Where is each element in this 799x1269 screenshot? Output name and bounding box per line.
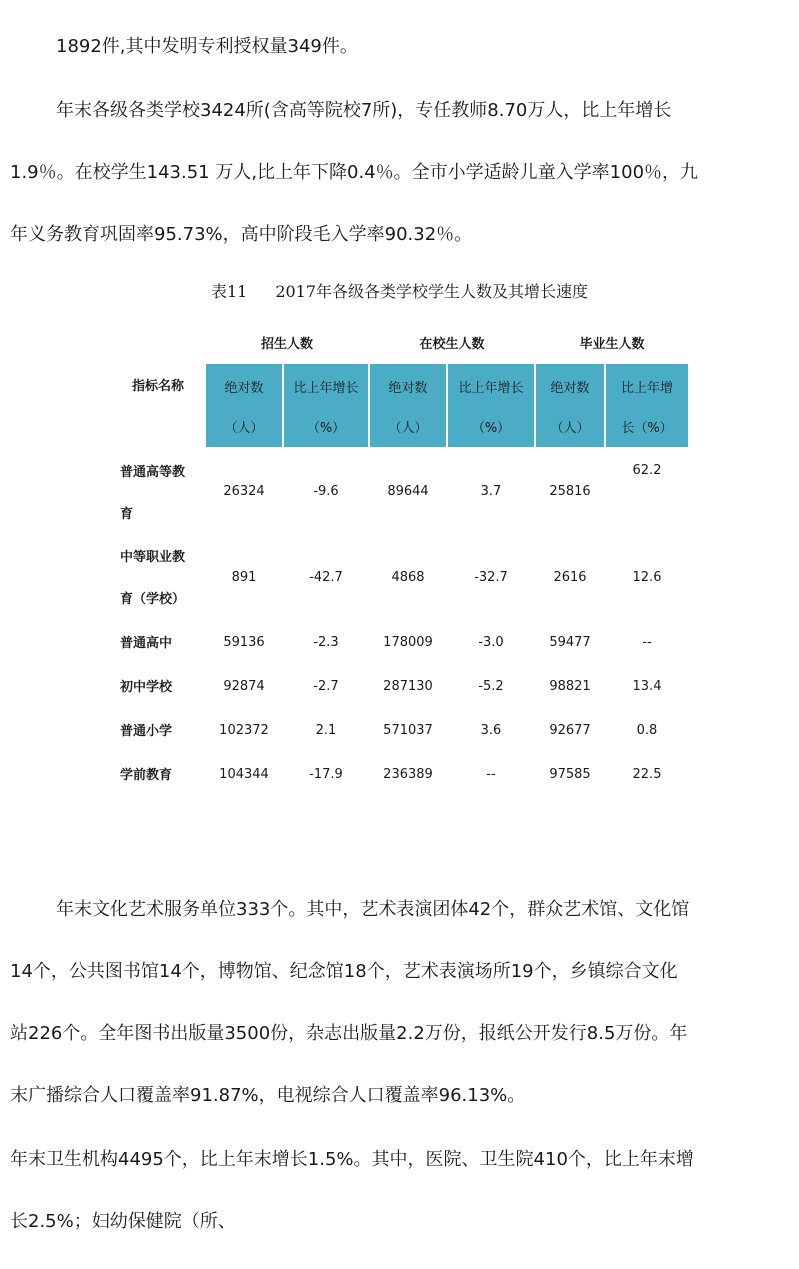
group-header-inschool: 在校生人数	[419, 337, 485, 352]
paragraph-line: 年义务教育巩固率95.73%，高中阶段毛入学率90.32％。	[10, 224, 473, 245]
table-cell: 236389	[383, 767, 433, 782]
table-number: 表11	[210, 282, 248, 301]
table-cell: -5.2	[478, 679, 504, 694]
table-cell: 102372	[219, 723, 269, 738]
column-header	[370, 364, 446, 447]
row-name-line2: 育（学校）	[120, 592, 186, 607]
column-header	[284, 364, 368, 447]
row-name-line1: 学前教育	[120, 768, 173, 783]
table-cell: 2616	[553, 570, 587, 585]
group-header-graduate: 毕业生人数	[579, 337, 645, 352]
table-cell: -42.7	[309, 570, 343, 585]
column-header	[536, 364, 604, 447]
table-cell: 92677	[549, 723, 591, 738]
column-header-line1: 绝对数	[388, 381, 428, 396]
table-cell: -32.7	[474, 570, 508, 585]
column-header-line2: 长（%）	[621, 421, 673, 436]
table-cell: -2.3	[313, 635, 339, 650]
column-header-line2: （%）	[471, 421, 511, 436]
paragraph-line: 年末文化艺术服务单位333个。其中，艺术表演团体42个，群众艺术馆、文化馆	[56, 899, 690, 920]
table-cell: --	[486, 767, 496, 782]
column-header-line2: （%）	[306, 421, 346, 436]
column-header-line1: 比上年增长	[293, 381, 359, 396]
table-cell: 2.1	[315, 723, 337, 738]
table-title: 2017年各级各类学校学生人数及其增长速度	[275, 282, 589, 301]
table-cell: 25816	[549, 484, 591, 499]
table-cell: 62.2	[632, 463, 662, 478]
column-header-line1: 绝对数	[224, 381, 264, 396]
table-cell: -2.7	[313, 679, 339, 694]
indicator-label: 指标名称	[132, 379, 185, 394]
paragraph-line: 1.9％。在校学生143.51 万人,比上年下降0.4％。全市小学适龄儿童入学率100％，九	[10, 162, 699, 183]
table-cell: 891	[231, 570, 257, 585]
table-cell: 571037	[383, 723, 433, 738]
row-name-line1: 普通高中	[120, 636, 173, 651]
table-cell: 98821	[549, 679, 591, 694]
table-cell: 178009	[383, 635, 433, 650]
table-cell: -17.9	[309, 767, 343, 782]
table-cell: 287130	[383, 679, 433, 694]
row-name-line1: 普通小学	[120, 724, 173, 739]
table-caption	[0, 281, 799, 303]
column-header-line2: （人）	[388, 421, 428, 436]
table-cell: --	[642, 635, 652, 650]
column-header	[448, 364, 534, 447]
table-cell: 59477	[549, 635, 591, 650]
group-header-enroll: 招生人数	[260, 337, 313, 352]
paragraph-line: 年末卫生机构4495个，比上年末增长1.5%。其中，医院、卫生院410个，比上年末增	[10, 1149, 694, 1170]
table-cell: 97585	[549, 767, 591, 782]
paragraph-line: 年末各级各类学校3424所(含高等院校7所)，专任教师8.70万人，比上年增长	[56, 100, 672, 121]
table-cell: 3.7	[480, 484, 502, 499]
row-name-line1: 普通高等教	[120, 465, 186, 480]
column-header-line2: （人）	[224, 421, 264, 436]
column-header-line2: （人）	[550, 421, 590, 436]
row-name-line1: 初中学校	[120, 680, 173, 695]
table-cell: 104344	[219, 767, 269, 782]
table-cell: 0.8	[636, 723, 658, 738]
table-cell: 12.6	[632, 570, 662, 585]
table-cell: -9.6	[313, 484, 339, 499]
column-header	[606, 364, 688, 447]
paragraph-line: 14个，公共图书馆14个，博物馆、纪念馆18个，艺术表演场所19个，乡镇综合文化	[10, 961, 678, 982]
table-cell: 26324	[223, 484, 265, 499]
column-header-line1: 绝对数	[550, 381, 590, 396]
paragraph-line: 长2.5%；妇幼保健院（所、	[10, 1211, 236, 1232]
column-header-line1: 比上年增	[620, 381, 673, 396]
paragraph-line: 站226个。全年图书出版量3500份，杂志出版量2.2万份，报纸公开发行8.5万份。年	[10, 1023, 688, 1044]
table-cell: 59136	[223, 635, 265, 650]
table-cell: 13.4	[632, 679, 662, 694]
column-header	[206, 364, 282, 447]
table-cell: 92874	[223, 679, 265, 694]
row-name-line1: 中等职业教	[120, 550, 186, 565]
table-cell: 22.5	[632, 767, 662, 782]
column-header-line1: 比上年增长	[458, 381, 524, 396]
paragraph-line: 末广播综合人口覆盖率91.87%，电视综合人口覆盖率96.13%。	[10, 1085, 526, 1106]
table-cell: -3.0	[478, 635, 504, 650]
table-cell: 89644	[387, 484, 429, 499]
table-cell: 4868	[391, 570, 425, 585]
row-name-line2: 育	[120, 507, 134, 522]
table-cell: 3.6	[480, 723, 502, 738]
paragraph-line: 1892件,其中发明专利授权量349件。	[56, 36, 358, 57]
